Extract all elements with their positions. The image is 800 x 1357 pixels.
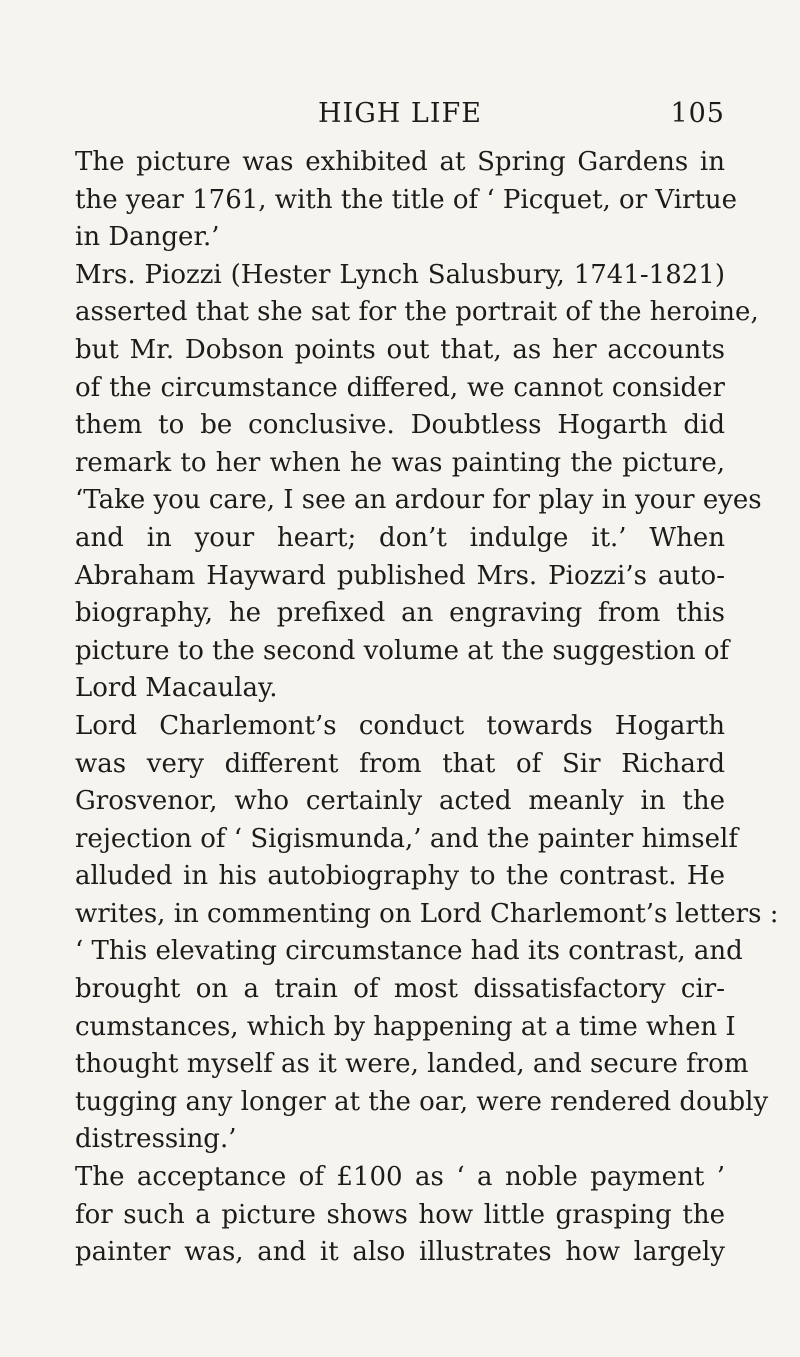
text-line: cumstances, which by happening at a time when I <box>75 1011 736 1042</box>
text-line: and in your heart; don’t indulge it.’ When <box>75 522 725 553</box>
text-line: of the circumstance differed, we cannot consider <box>75 372 725 403</box>
text-line: picture to the second volume at the suggestion of <box>75 635 730 666</box>
text-line: brought on a train of most dissatisfactory cir- <box>75 974 725 1005</box>
text-line: The acceptance of £100 as ‘ a noble payment ’ <box>75 1162 725 1193</box>
running-title: HIGH LIFE <box>318 98 482 129</box>
text-line: remark to her when he was painting the picture, <box>75 447 725 478</box>
text-line: but Mr. Dobson points out that, as her accounts <box>75 334 725 365</box>
text-line: writes, in commenting on Lord Charlemont’s letters : <box>75 898 779 929</box>
text-line: painter was, and it also illustrates how largely <box>75 1237 725 1268</box>
text-line: Lord Macaulay. <box>75 673 278 704</box>
text-line: ‘ This elevating circumstance had its contrast, and <box>75 936 743 967</box>
text-line: The picture was exhibited at Spring Gardens in <box>75 147 725 177</box>
text-line: was very different from that of Sir Richard <box>75 748 725 779</box>
text-line: ‘Take you care, I see an ardour for play in your eyes <box>75 485 762 516</box>
page-number: 105 <box>670 98 725 129</box>
running-head <box>75 98 725 142</box>
text-line: thought myself as it were, landed, and secure from <box>75 1049 749 1080</box>
text-line: them to be conclusive. Doubtless Hogarth did <box>75 410 725 441</box>
body-text <box>75 144 779 1272</box>
text-line: distressing.’ <box>75 1124 237 1155</box>
text-line: Lord Charlemont’s conduct towards Hogarth <box>75 710 725 741</box>
text-line: Abraham Hayward published Mrs. Piozzi’s auto- <box>75 560 725 591</box>
text-line: biography, he prefixed an engraving from this <box>75 598 725 629</box>
text-line: Grosvenor, who certainly acted meanly in the <box>75 786 725 817</box>
text-line: rejection of ‘ Sigismunda,’ and the painter himself <box>75 823 738 854</box>
text-line: the year 1761, with the title of ‘ Picquet, or Virtue <box>75 184 738 215</box>
text-line: tugging any longer at the oar, were rendered doubly <box>75 1086 769 1117</box>
text-line: in Danger.’ <box>75 222 220 253</box>
text-line: asserted that she sat for the portrait of the heroine, <box>75 297 759 328</box>
text-line: alluded in his autobiography to the contrast. He <box>75 861 725 892</box>
text-line: Mrs. Piozzi (Hester Lynch Salusbury, 1741-1821) <box>75 259 725 290</box>
text-line: for such a picture shows how little grasping the <box>75 1199 725 1230</box>
